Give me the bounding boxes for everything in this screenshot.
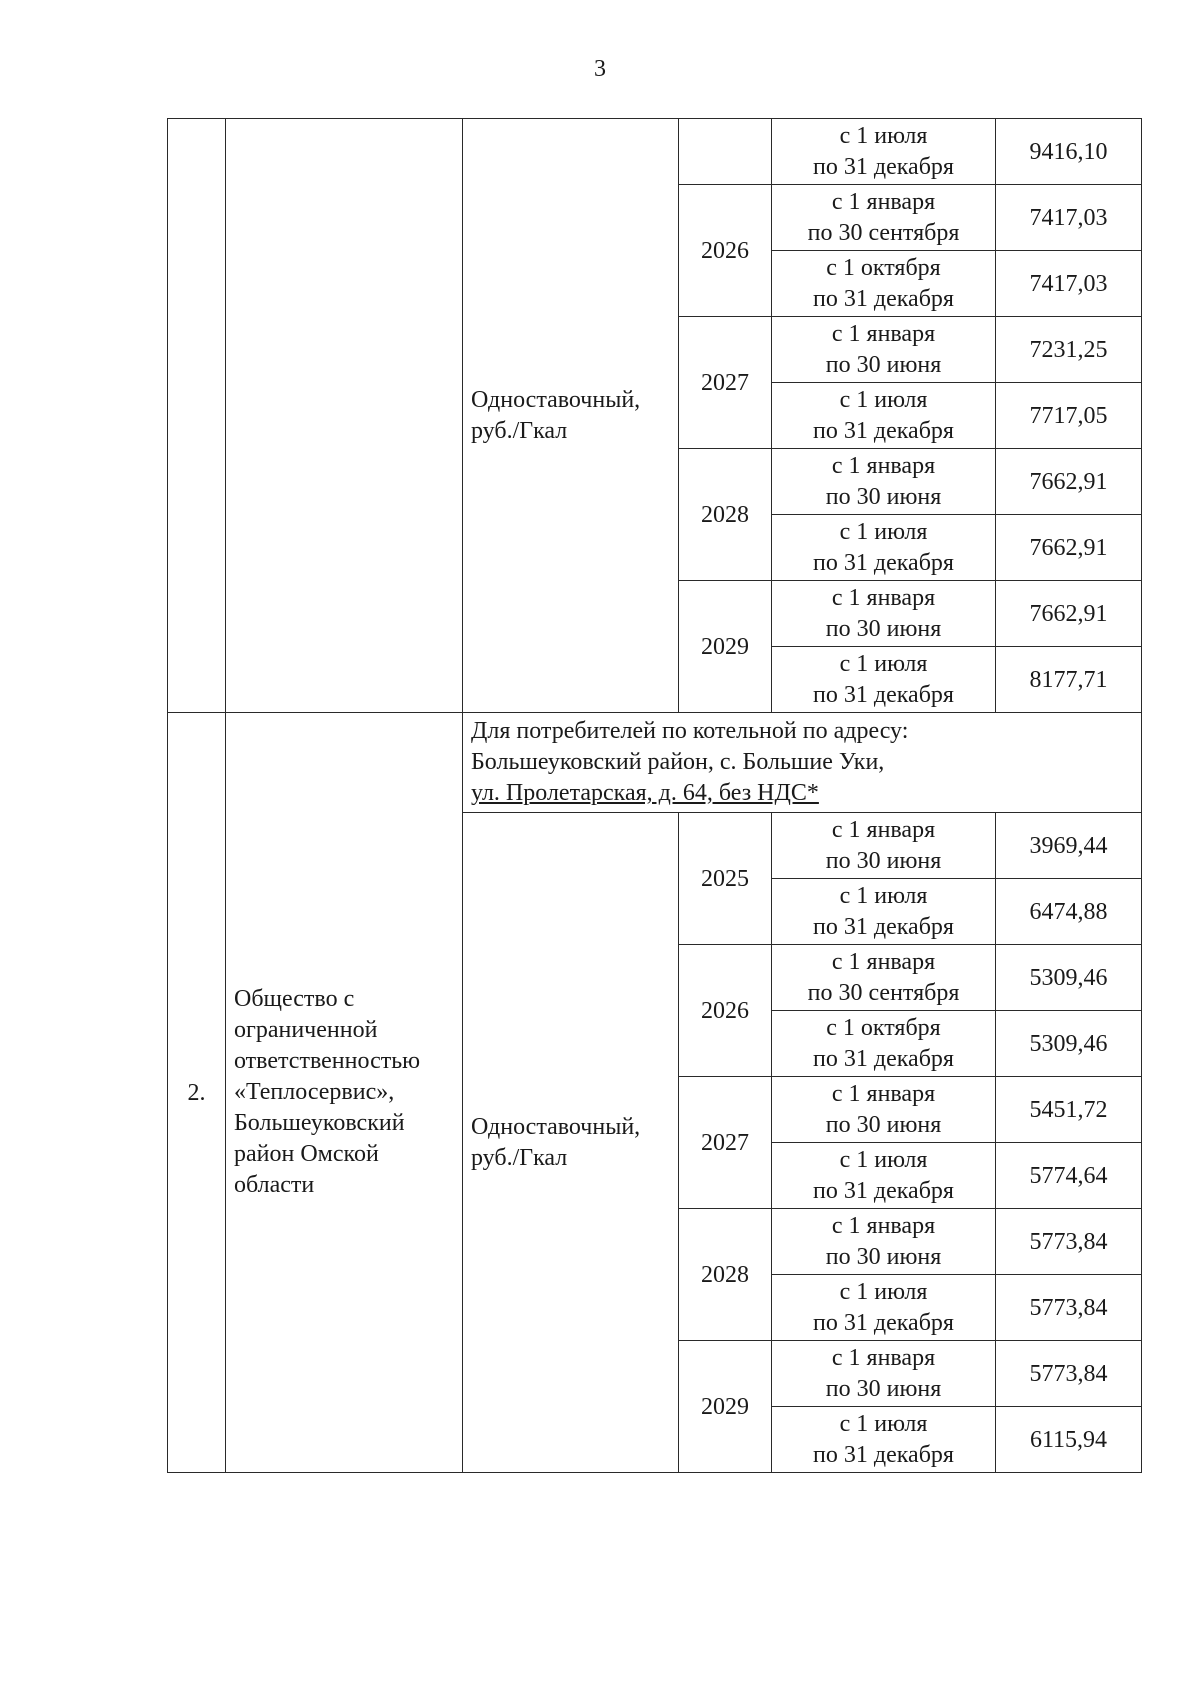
text-line: с 1 июля [839,122,928,149]
cell-text: 7417,03 [1029,270,1108,297]
year-cell [679,119,772,185]
text-line: по 31 декабря [813,285,954,312]
text-line: ограниченной [234,1017,378,1043]
text-line: с 1 октября [826,254,941,281]
text-line: Одноставочный, [471,386,641,413]
cell-text: 2026 [701,237,749,264]
period-cell [772,1077,996,1143]
text-line: район Омской [234,1141,379,1167]
organization-cell [226,119,463,713]
row-number-cell [168,119,226,713]
year-cell [679,317,772,449]
year-cell [679,1341,772,1473]
text-line: с 1 июля [839,518,928,545]
table-row [168,713,1142,813]
period-cell [772,251,996,317]
text-line: по 31 декабря [813,1177,954,1204]
year-cell [679,185,772,317]
period-cell [772,185,996,251]
cell-text: 7231,25 [1029,336,1108,363]
text-line: с 1 января [831,816,936,843]
text-line: Общество с [234,986,355,1012]
text-line: с 1 января [831,188,936,215]
period-cell [772,1341,996,1407]
cell-text: 7417,03 [1029,204,1108,231]
cell-text: 5773,84 [1029,1228,1108,1255]
cell-text: 8177,71 [1029,666,1108,693]
period-cell [772,581,996,647]
text-line: по 31 декабря [813,681,954,708]
text-line: Для потребителей по котельной по адресу: [471,718,909,744]
text-line: с 1 января [831,1344,936,1371]
value-cell [996,251,1142,317]
cell-text: 2029 [701,633,749,660]
cell-text: 2. [187,1079,206,1106]
text-line: по 30 июня [825,1243,942,1270]
text-line: с 1 июля [839,650,928,677]
period-cell [772,1275,996,1341]
cell-text: 2028 [701,501,749,528]
cell-text: 6474,88 [1029,898,1108,925]
value-cell [996,1077,1142,1143]
text-line: с 1 января [831,948,936,975]
value-cell [996,1143,1142,1209]
text-line: «Теплосервис», [234,1079,395,1105]
value-cell [996,1011,1142,1077]
cell-text: 5309,46 [1029,964,1108,991]
value-cell [996,945,1142,1011]
tariff-type-cell [463,813,679,1473]
tariff-type-cell [463,119,679,713]
text-line: по 31 декабря [813,549,954,576]
value-cell [996,185,1142,251]
period-cell [772,119,996,185]
year-cell [679,1077,772,1209]
row-number-cell [168,713,226,1473]
table-row [168,119,1142,185]
text-line: по 31 декабря [813,1309,954,1336]
period-cell [772,813,996,879]
value-cell [996,647,1142,713]
cell-text: 2029 [701,1393,749,1420]
page-number: 3 [594,56,606,82]
value-cell [996,119,1142,185]
text-line: по 30 июня [825,483,942,510]
value-cell [996,1209,1142,1275]
text-line: по 31 декабря [813,417,954,444]
text-line: ул. Пролетарская, д. 64, без НДС* [471,780,819,806]
cell-text: 5309,46 [1029,1030,1108,1057]
period-cell [772,1143,996,1209]
text-line: Одноставочный, [471,1113,641,1140]
text-line: по 30 сентября [807,219,960,246]
text-line: с 1 июля [839,882,928,909]
cell-text: 2025 [701,865,749,892]
cell-text: 2028 [701,1261,749,1288]
text-line: Большеуковский район, с. Большие Уки, [471,749,885,775]
consumer-note-cell [463,713,1142,813]
period-cell [772,879,996,945]
period-cell [772,515,996,581]
text-line: по 31 декабря [813,1441,954,1468]
text-line: по 30 июня [825,615,942,642]
cell-text: 6115,94 [1029,1426,1108,1453]
period-cell [772,945,996,1011]
text-line: с 1 июля [839,386,928,413]
cell-text: 7717,05 [1029,402,1108,429]
text-line: с 1 января [831,584,936,611]
text-line: по 30 июня [825,847,942,874]
text-line: с 1 января [831,1080,936,1107]
text-line: по 31 декабря [813,153,954,180]
organization-cell [226,713,463,1473]
cell-text: 5451,72 [1029,1096,1108,1123]
text-line: с 1 июля [839,1146,928,1173]
text-line: ответственностью [234,1048,421,1074]
cell-text: 3969,44 [1029,832,1108,859]
year-cell [679,945,772,1077]
cell-text: 7662,91 [1029,468,1108,495]
cell-text: 2026 [701,997,749,1024]
cell-text: 7662,91 [1029,534,1108,561]
text-line: с 1 июля [839,1410,928,1437]
year-cell [679,813,772,945]
text-line: Большеуковский [234,1110,405,1136]
text-line: с 1 января [831,1212,936,1239]
value-cell [996,383,1142,449]
text-line: с 1 октября [826,1014,941,1041]
text-line: с 1 января [831,320,936,347]
cell-text: 2027 [701,369,749,396]
period-cell [772,1209,996,1275]
cell-text: 2027 [701,1129,749,1156]
year-cell [679,581,772,713]
text-line: по 31 декабря [813,1045,954,1072]
period-cell [772,1407,996,1473]
cell-text: 5773,84 [1029,1294,1108,1321]
tariff-table [167,118,1142,1473]
text-line: с 1 января [831,452,936,479]
year-cell [679,1209,772,1341]
text-line: области [234,1172,315,1198]
value-cell [996,813,1142,879]
value-cell [996,581,1142,647]
cell-text: 5773,84 [1029,1360,1108,1387]
text-line: по 31 декабря [813,913,954,940]
period-cell [772,383,996,449]
period-cell [772,1011,996,1077]
cell-text: 9416,10 [1029,138,1108,165]
text-line: по 30 июня [825,351,942,378]
text-line: по 30 сентября [807,979,960,1006]
tariff-table-body [168,119,1142,1473]
text-line: руб./Гкал [471,1144,568,1171]
value-cell [996,515,1142,581]
text-line: по 30 июня [825,1375,942,1402]
value-cell [996,317,1142,383]
period-cell [772,317,996,383]
text-line: по 30 июня [825,1111,942,1138]
value-cell [996,1341,1142,1407]
year-cell [679,449,772,581]
period-cell [772,449,996,515]
period-cell [772,647,996,713]
text-line: с 1 июля [839,1278,928,1305]
value-cell [996,449,1142,515]
value-cell [996,1407,1142,1473]
cell-text: 7662,91 [1029,600,1108,627]
value-cell [996,879,1142,945]
text-line: руб./Гкал [471,417,568,444]
cell-text: 5774,64 [1029,1162,1108,1189]
value-cell [996,1275,1142,1341]
